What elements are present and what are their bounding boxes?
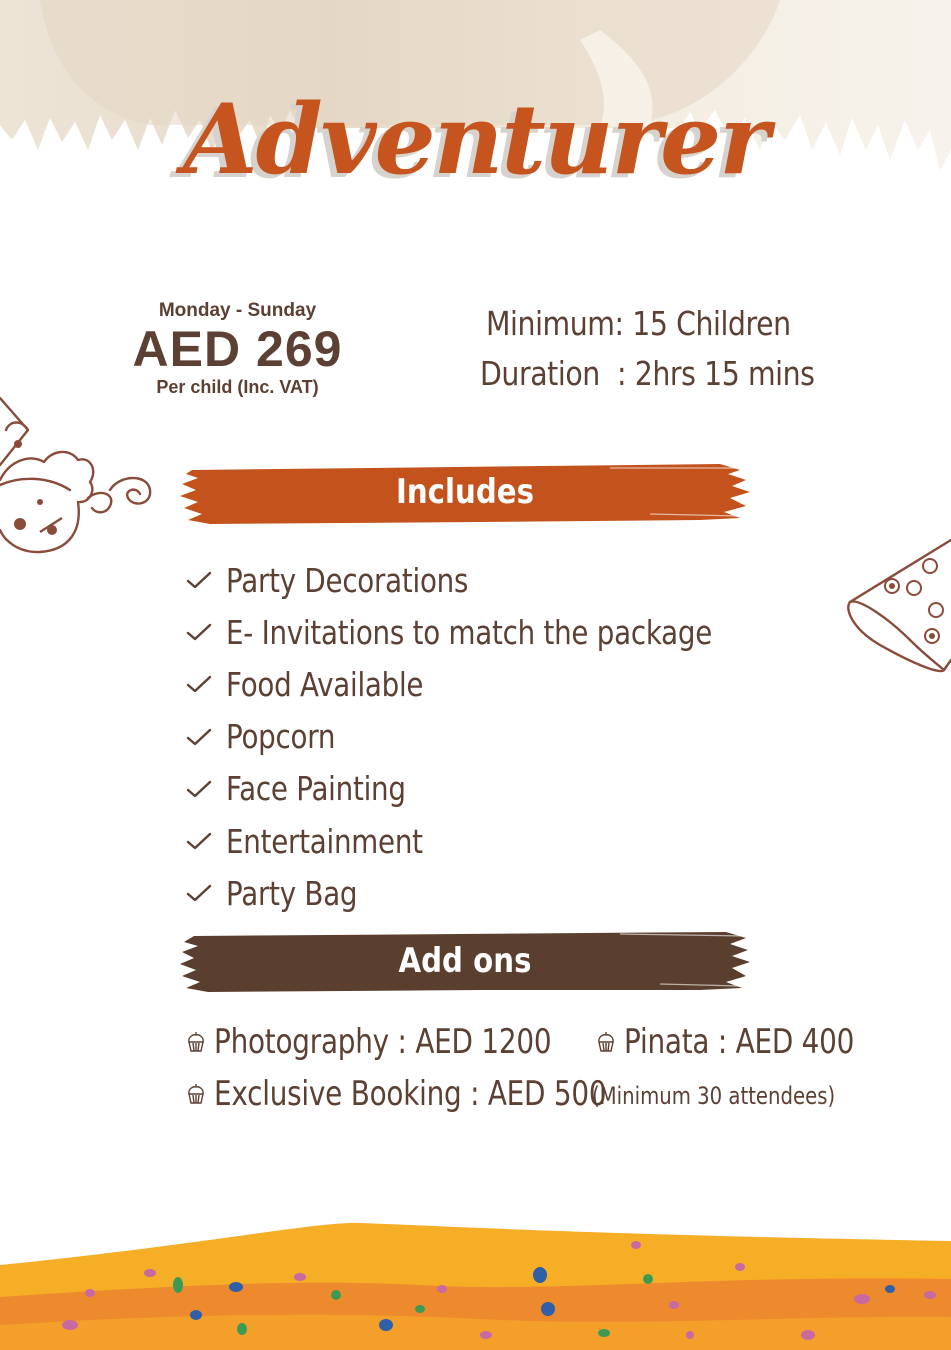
include-text: Party Bag [226, 873, 358, 913]
include-text: Party Decorations [226, 560, 469, 600]
addon-pinata [596, 1022, 905, 1062]
check-icon [186, 727, 212, 747]
check-icon [186, 674, 212, 694]
addon-photography-text: Photography : AED 1200 [214, 1022, 552, 1062]
addon-exclusive-note: (Minimum 30 attendees) [592, 1082, 836, 1110]
list-item [186, 763, 805, 815]
include-text: Entertainment [226, 821, 423, 861]
list-item [186, 867, 805, 919]
check-icon [186, 883, 212, 903]
price-block [100, 300, 375, 398]
includes-list [186, 554, 805, 919]
list-item [186, 606, 805, 658]
list-item [186, 658, 805, 710]
includes-heading: Includes [395, 472, 535, 512]
price-amount: AED 269 [132, 321, 343, 377]
check-icon [186, 831, 212, 851]
package-title: Adventurer [183, 83, 768, 196]
cupcake-doodle-icon [0, 390, 160, 570]
list-item [186, 711, 805, 763]
price-note: Per child (Inc. VAT) [156, 377, 319, 397]
include-text: Food Available [226, 664, 424, 704]
cupcake-icon [186, 1083, 206, 1105]
list-item [186, 815, 805, 867]
cupcake-icon [186, 1031, 206, 1053]
duration: Duration : 2hrs 15 mins [480, 354, 815, 393]
bottom-confetti-wave [0, 1215, 951, 1350]
party-hat-doodle-icon [840, 530, 951, 690]
include-text: Popcorn [226, 717, 336, 757]
cupcake-icon [596, 1031, 616, 1053]
addon-pinata-text: Pinata : AED 400 [624, 1022, 855, 1062]
minimum-children: Minimum: 15 Children [486, 304, 791, 343]
include-text: Face Painting [226, 769, 406, 809]
list-item [186, 554, 805, 606]
addon-photography [186, 1022, 625, 1062]
check-icon [186, 570, 212, 590]
addons-heading: Add ons [398, 941, 532, 981]
include-text: E- Invitations to match the package [226, 612, 713, 652]
check-icon [186, 779, 212, 799]
check-icon [186, 622, 212, 642]
addon-exclusive-text: Exclusive Booking : AED 500 [214, 1074, 607, 1114]
price-days: Monday - Sunday [158, 300, 317, 321]
